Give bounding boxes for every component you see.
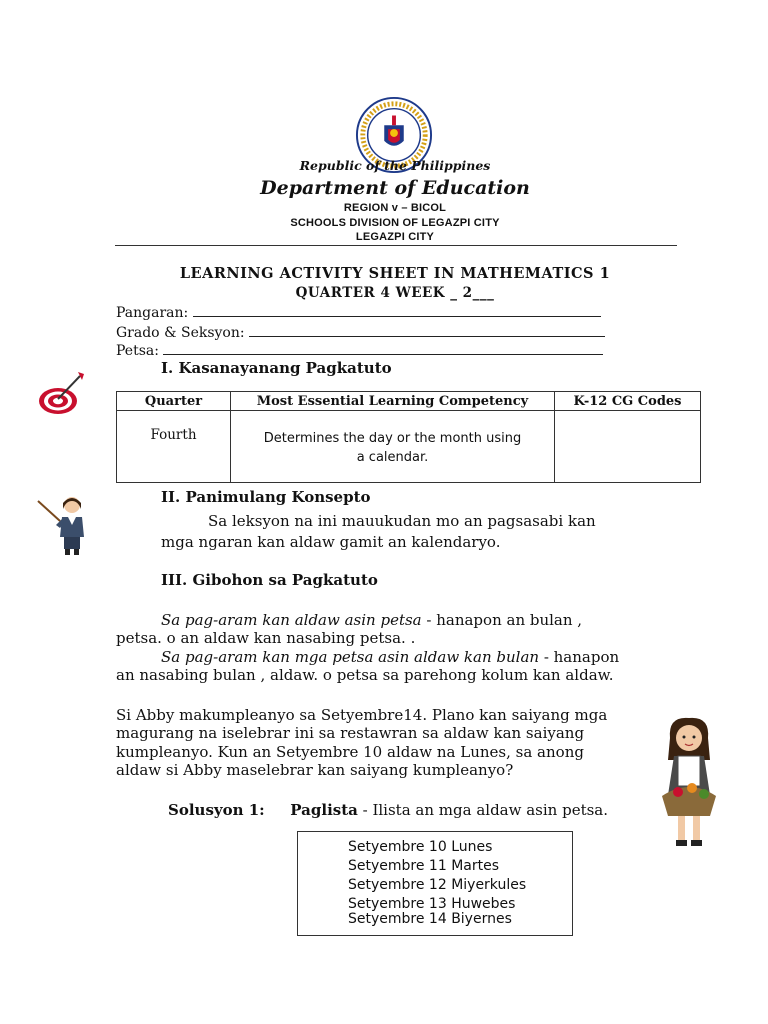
problem-line-2: magurang na iselebrar ini sa restawran sa aldaw kan saiyang [116,724,585,742]
solution-method: Paglista [290,801,358,819]
lesson-paragraph-1-line-2: petsa. o an aldaw kan nasabing petsa. . [116,629,416,647]
lesson-2-rest: - hanapon [539,648,620,666]
lesson-paragraph-2-line-2: an nasabing bulan , aldaw. o petsa sa parehong kolum kan aldaw. [116,666,614,684]
grade-blank[interactable] [249,324,605,337]
table-row [117,411,701,483]
list-item: Setyembre 10 Lunes [348,839,493,855]
sheet-subtitle: QUARTER 4 WEEK _ 2___ [295,285,495,301]
sheet-title: LEARNING ACTIVITY SHEET IN MATHEMATICS 1 [179,265,611,282]
competency-table [116,391,701,483]
solution-line [168,801,608,820]
section-3-heading: III. Gibohon sa Pagkatuto [161,571,378,589]
problem-line-3: kumpleanyo. Kun an Setyembre 10 aldaw na Lunes, sa anong [116,743,584,761]
solution-label: Solusyon 1: [168,801,265,819]
list-item: Setyembre 14 Biyernes [348,911,512,927]
girl-holding-basket-icon [648,716,730,848]
lesson-paragraph-2 [161,648,619,667]
region-line: REGION v – BICOL [343,202,447,214]
list-item: Setyembre 12 Miyerkules [348,877,527,893]
table-cell-competency: Determines the day or the month using a calendar. [231,411,555,483]
solution-text: - Ilista an mga aldaw asin petsa. [357,801,609,819]
problem-line-4: aldaw si Abby maselebrar kan saiyang kumpleanyo? [116,761,514,779]
date-field[interactable] [116,342,603,359]
grade-field[interactable] [116,324,605,341]
division-line: SCHOOLS DIVISION OF LEGAZPI CITY [290,217,500,229]
lesson-1-italic: Sa pag-aram kan aldaw asin petsa [161,611,422,629]
republic-line: Republic of the Philippines [299,158,491,173]
table-header-row [117,392,701,411]
table-header-cell: K-12 CG Codes [555,392,701,411]
list-item: Setyembre 13 Huwebes [348,896,516,912]
section-1-heading: I. Kasanayanang Pagkatuto [161,359,392,377]
table-header-cell: Quarter [117,392,231,411]
lesson-1-rest: - hanapon an bulan , [421,611,583,629]
name-label: Pangaran: [116,305,189,321]
list-item: Setyembre 11 Martes [348,858,499,874]
department-name: Department of Education [260,177,530,199]
name-blank[interactable] [193,304,601,317]
grade-label: Grado & Seksyon: [116,325,245,341]
target-icon [36,368,88,418]
lesson-paragraph-1 [161,611,582,630]
intro-line-2: mga ngaran kan aldaw gamit an kalendaryo. [161,533,501,551]
teacher-icon [34,493,92,557]
section-2-heading: II. Panimulang Konsepto [161,488,371,506]
date-label: Petsa: [116,343,159,359]
date-blank[interactable] [163,342,603,355]
table-cell-code [555,411,701,483]
problem-line-1: Si Abby makumpleanyo sa Setyembre14. Plano kan saiyang mga [116,706,608,724]
lesson-2-italic: Sa pag-aram kan mga petsa asin aldaw kan bulan [161,648,540,666]
table-header-cell: Most Essential Learning Competency [231,392,555,411]
day-list-box [297,831,573,936]
intro-line-1: Sa leksyon na ini mauukudan mo an pagsasabi kan [208,512,596,530]
table-cell-quarter: Fourth [117,411,231,483]
city-line: LEGAZPI CITY [355,231,435,243]
header-divider [115,245,677,246]
name-field[interactable] [116,304,601,321]
